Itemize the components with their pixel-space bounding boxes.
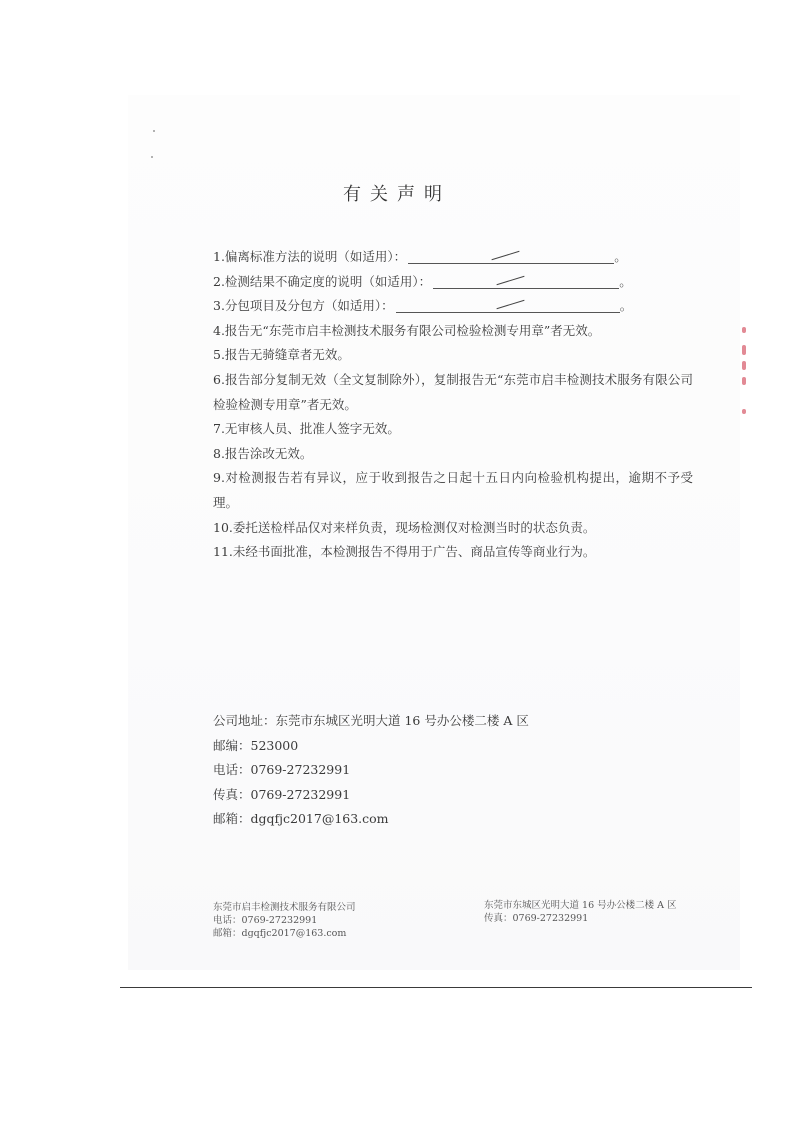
clause-end: 。 [619,298,633,314]
bottom-divider [120,987,752,988]
clause-3 [213,294,693,319]
blank-fill-line [396,298,620,313]
not-applicable-slash [496,300,524,309]
clause-text: 2.检测结果不确定度的说明（如适用）： [213,273,432,289]
clause-8: 8.报告涂改无效。 [213,445,313,461]
clause-text: 3.分包项目及分包方（如适用）： [213,298,394,314]
postcode: 邮编：523000 [213,737,299,753]
not-applicable-slash [497,275,525,284]
clause-end: 。 [614,249,627,264]
clause-end: 。 [619,273,632,289]
clause-4: 4.报告无“东莞市启丰检测技术服务有限公司检验检测专用章”者无效。 [213,322,601,338]
clause-9: 9.对检测报告若有异议，应于收到报告之日起十五日内向检验机构提出，逾期不予受理。 [213,470,693,510]
declaration-clauses [213,245,693,565]
page-title: 有关声明 [343,184,451,205]
seam-stamp-fragment [740,325,750,420]
contact-block [213,709,529,832]
scan-speck [151,156,153,158]
blank-fill-line [433,274,619,289]
clause-5: 5.报告无骑缝章者无效。 [213,347,350,363]
company-address: 公司地址：东莞市东城区光明大道 16 号办公楼二楼 A 区 [213,713,529,728]
clause-text: 1.偏离标准方法的说明（如适用）： [213,249,407,264]
footer-phone: 电话：0769-27232991 [213,914,318,926]
footer-address: 东莞市东城区光明大道 16 号办公楼二楼 A 区 [484,900,677,911]
footer-company-name: 东莞市启丰检测技术服务有限公司 [213,902,356,913]
clause-11: 11.未经书面批准，本检测报告不得用于广告、商品宣传等商业行为。 [213,544,596,560]
blank-fill-line [408,249,614,264]
clause-2 [213,270,693,295]
phone-number: 电话：0769-27232991 [213,762,351,778]
clause-6: 6.报告部分复制无效（全文复制除外），复制报告无“东莞市启丰检测技术服务有限公司检验检测专用章”者无效。 [213,371,693,412]
clause-1 [213,245,693,270]
footer-email: 邮箱：dgqfjc2017@163.com [213,927,347,939]
scan-speck [153,130,155,132]
clause-7: 7.无审核人员、批准人签字无效。 [213,421,400,437]
fax-number: 传真：0769-27232991 [213,786,351,802]
email-address: 邮箱：dgqfjc2017@163.com [213,811,389,827]
footer-right [484,900,677,926]
footer-left [213,902,356,940]
footer-fax: 传真：0769-27232991 [484,912,589,924]
not-applicable-slash [492,251,520,260]
clause-10: 10.委托送检样品仅对来样负责，现场检测仅对检测当时的状态负责。 [213,519,596,535]
